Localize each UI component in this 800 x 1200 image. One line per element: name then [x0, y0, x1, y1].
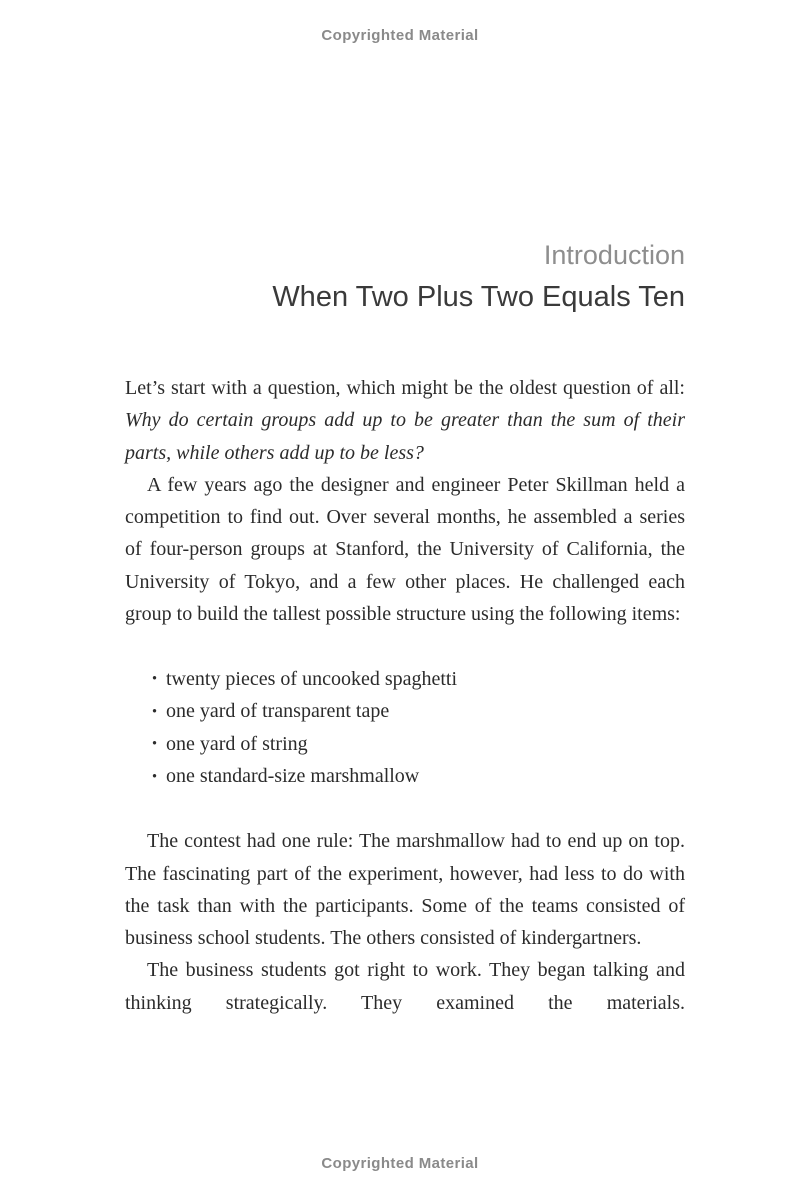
list-item-text: twenty pieces of uncooked spaghetti [166, 667, 458, 690]
bullet-marker: • [152, 670, 158, 687]
paragraph-opening-normal: Let’s start with a question, which might be the oldest question of all: [125, 377, 685, 399]
list-item [152, 663, 685, 696]
list-item-text: one standard-size marshmallow [166, 765, 420, 788]
paragraph-opening-italic-question: Why do certain groups add up to be greater than the sum of their parts, while others add up to be less? [125, 409, 685, 464]
paragraph-contest-rule: The contest had one rule: The marshmallow had to end up on top. The fascinating part of the experiment, however, had less to do with the task than with the participants. Some of the teams consisted of business school students. The others consisted of kindergartners. [125, 830, 685, 950]
copyright-notice-bottom: Copyrighted Material [321, 1155, 479, 1172]
list-item-text: one yard of transparent tape [166, 700, 390, 723]
copyright-notice-top: Copyrighted Material [321, 27, 479, 44]
paragraph-skillman-competition: A few years ago the designer and engineer Peter Skillman held a competition to find out. Over several months, he assembled a series of four-person groups at Stanford, the University of California, the University of Tokyo, and a few other places. He challenged each group to build the tallest possible structure using the following items: [125, 473, 685, 626]
list-item [152, 695, 685, 728]
bullet-marker: • [152, 768, 158, 785]
list-item [152, 728, 685, 761]
chapter-title-block [272, 240, 685, 315]
bullet-marker: • [152, 703, 158, 720]
body-text-column [125, 372, 685, 1019]
paragraph-business-students: The business students got right to work. They began talking and thinking strategically. They examined the materials. [125, 959, 685, 1014]
bullet-marker: • [152, 736, 158, 753]
list-item-text: one yard of string [166, 732, 308, 755]
list-item [152, 760, 685, 793]
chapter-title: When Two Plus Two Equals Ten [272, 281, 685, 314]
chapter-kicker: Introduction [543, 240, 685, 270]
materials-list [125, 663, 685, 793]
paragraph-opening [125, 372, 685, 469]
